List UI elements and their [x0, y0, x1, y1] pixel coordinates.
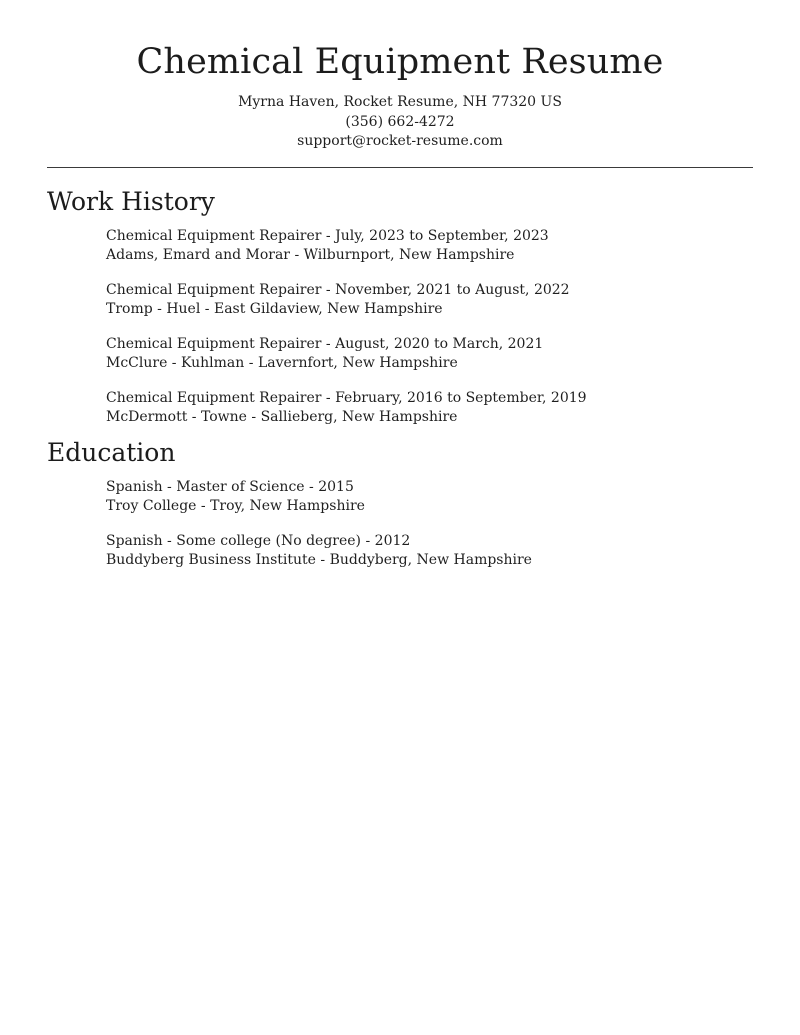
- work-entry: [106, 227, 746, 265]
- separator: -: [321, 336, 336, 352]
- education-year: 2015: [318, 479, 354, 495]
- work-entry-company-line: [106, 408, 746, 427]
- school-location: Buddyberg, New Hampshire: [329, 552, 532, 568]
- separator: -: [361, 533, 375, 549]
- header-divider: [47, 167, 753, 168]
- work-entry-title-line: [106, 389, 746, 408]
- separator: -: [162, 533, 177, 549]
- company-name: McDermott - Towne: [106, 409, 247, 425]
- separator: -: [321, 390, 336, 406]
- separator: -: [162, 479, 177, 495]
- education-field: Spanish: [106, 479, 163, 495]
- work-entry: [106, 281, 746, 319]
- work-entry-title-line: [106, 227, 746, 246]
- job-title: Chemical Equipment Repairer: [106, 282, 322, 298]
- work-entry-company-line: [106, 300, 746, 319]
- separator: -: [315, 552, 330, 568]
- job-title: Chemical Equipment Repairer: [106, 228, 322, 244]
- company-location: Wilburnport, New Hampshire: [303, 247, 515, 263]
- education-heading: Education: [47, 438, 176, 467]
- separator: -: [244, 355, 258, 371]
- work-history-list: [106, 227, 746, 443]
- work-entry-company-line: [106, 354, 746, 373]
- job-dates: August, 2020 to March, 2021: [335, 336, 544, 352]
- job-dates: February, 2016 to September, 2019: [335, 390, 587, 406]
- education-degree-line: [106, 532, 746, 551]
- separator: -: [246, 409, 261, 425]
- education-degree: Some college (No degree): [176, 533, 362, 549]
- job-dates: July, 2023 to September, 2023: [335, 228, 549, 244]
- contact-email: support@rocket-resume.com: [297, 133, 503, 149]
- work-entry: [106, 335, 746, 373]
- company-location: Sallieberg, New Hampshire: [260, 409, 458, 425]
- school-name: Buddyberg Business Institute: [106, 552, 316, 568]
- separator: -: [196, 498, 211, 514]
- company-location: Lavernfort, New Hampshire: [257, 355, 458, 371]
- education-year: 2012: [374, 533, 411, 549]
- separator: -: [304, 479, 319, 495]
- education-degree-line: [106, 478, 746, 497]
- work-entry-title-line: [106, 281, 746, 300]
- separator: -: [321, 282, 336, 298]
- company-location: East Gildaview, New Hampshire: [213, 301, 443, 317]
- contact-address: Myrna Haven, Rocket Resume, NH 77320 US: [238, 94, 562, 110]
- job-title: Chemical Equipment Repairer: [106, 390, 322, 406]
- education-entry: [106, 478, 746, 516]
- job-title: Chemical Equipment Repairer: [106, 336, 322, 352]
- education-field: Spanish: [106, 533, 163, 549]
- separator: -: [200, 301, 214, 317]
- document-title: Chemical Equipment Resume: [136, 42, 664, 82]
- company-name: Adams, Emard and Morar: [106, 247, 290, 263]
- education-degree: Master of Science: [176, 479, 305, 495]
- school-location: Troy, New Hampshire: [210, 498, 365, 514]
- education-school-line: [106, 497, 746, 516]
- work-entry: [106, 389, 746, 427]
- work-entry-company-line: [106, 246, 746, 265]
- separator: -: [290, 247, 304, 263]
- separator: -: [321, 228, 336, 244]
- education-school-line: [106, 551, 746, 570]
- company-name: Tromp - Huel: [106, 301, 201, 317]
- education-entry: [106, 532, 746, 570]
- work-entry-title-line: [106, 335, 746, 354]
- contact-block: [0, 93, 800, 152]
- contact-phone: (356) 662-4272: [345, 113, 455, 130]
- company-name: McClure - Kuhlman: [106, 355, 245, 371]
- school-name: Troy College: [106, 498, 197, 514]
- work-history-heading: Work History: [47, 187, 215, 216]
- job-dates: November, 2021 to August, 2022: [335, 282, 570, 298]
- education-list: [106, 478, 746, 586]
